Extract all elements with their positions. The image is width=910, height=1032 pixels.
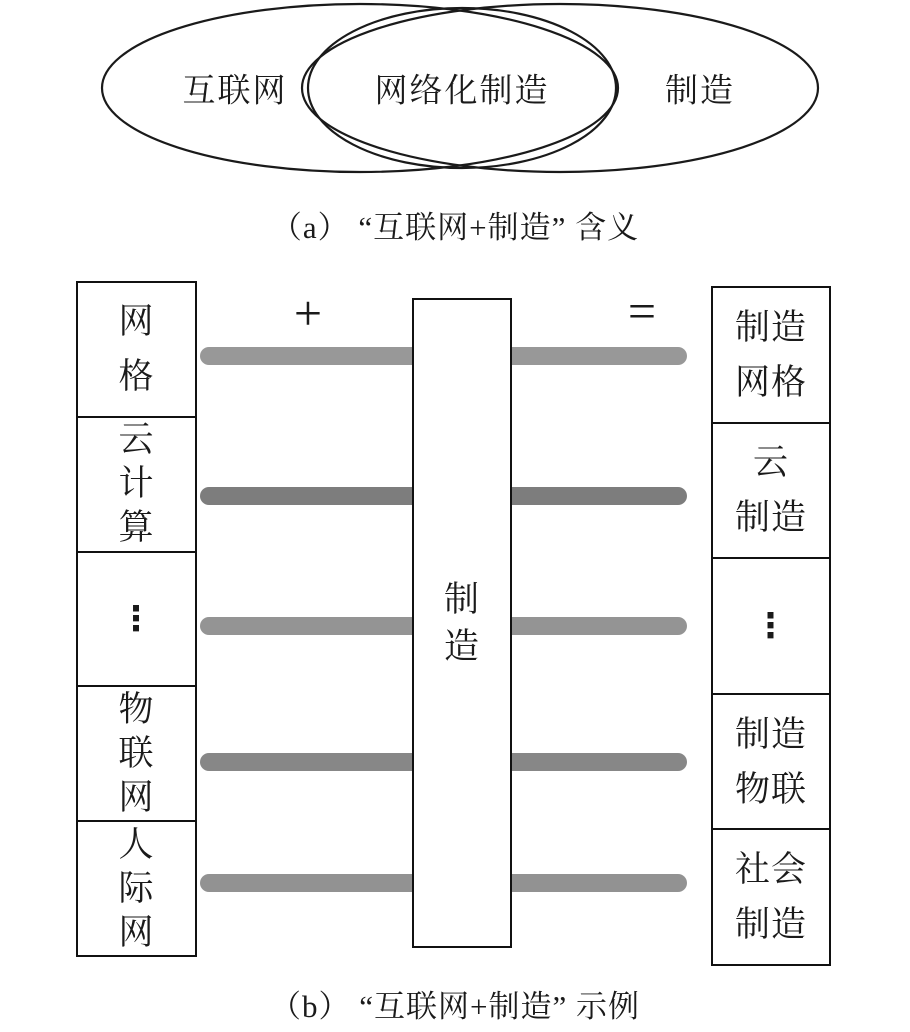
manufacturing-char-2: 造 [443, 627, 480, 666]
caption-b: （b） “互联网+制造” 示例 [269, 989, 640, 1024]
left-cell-grid [78, 283, 195, 418]
manufacturing-char-1: 制 [443, 580, 480, 619]
right-cell-manufacturing-grid [713, 288, 829, 424]
cell-text: 物联 [734, 769, 807, 809]
right-cell-ellipsis [713, 559, 829, 695]
cell-text: 网 [118, 302, 155, 342]
equals-operator: = [627, 283, 657, 339]
cell-text: 算 [118, 508, 155, 548]
cell-text: 网格 [734, 362, 807, 402]
cell-text: 物 [118, 689, 155, 729]
cell-text: 格 [118, 357, 155, 397]
cell-text: 人 [118, 824, 155, 864]
cell-text: 计 [118, 464, 155, 504]
right-cell-manufacturing-iot [713, 695, 829, 831]
venn-right-label: 制造 [665, 73, 735, 110]
cell-text: 网 [118, 777, 155, 817]
cell-text: 际 [118, 868, 155, 908]
right-cell-cloud-manufacturing [713, 424, 829, 560]
cell-text: 云 [118, 420, 155, 460]
cell-text: 网 [118, 912, 155, 952]
venn-left-label: 互联网 [182, 73, 288, 110]
venn-middle-label: 网络化制造 [374, 73, 550, 110]
cell-text: 制造 [734, 714, 807, 754]
left-cell-ellipsis [78, 553, 195, 688]
right-cell-social-manufacturing [713, 830, 829, 964]
cell-text: 制造 [734, 307, 807, 347]
left-column [76, 281, 197, 957]
cell-text: 云 [752, 443, 789, 483]
right-column [711, 286, 831, 966]
left-cell-iot [78, 687, 195, 822]
cell-text: 联 [118, 733, 155, 773]
left-cell-cloud-computing [78, 418, 195, 553]
left-cell-interpersonal-net [78, 822, 195, 955]
caption-a: （a） “互联网+制造” 含义 [270, 210, 640, 245]
plus-operator: + [293, 285, 323, 341]
cell-text: 社会 [734, 850, 807, 890]
cell-text: 制造 [734, 905, 807, 945]
cell-text: 制造 [734, 498, 807, 538]
vertical-ellipsis: ⋮ [119, 598, 154, 639]
manufacturing-box [412, 298, 512, 948]
vertical-ellipsis: ⋮ [753, 605, 789, 646]
